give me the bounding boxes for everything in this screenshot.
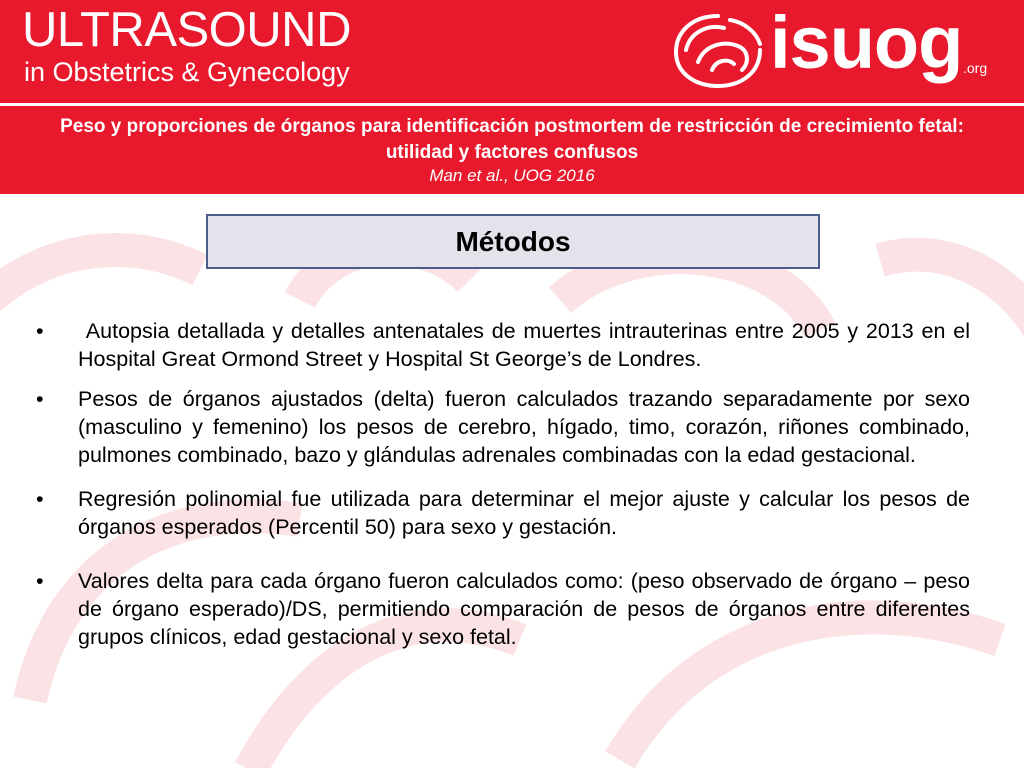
section-header-box [206, 214, 820, 269]
bullet-marker: • [36, 487, 44, 511]
bullet-item [36, 485, 970, 541]
journal-subtitle: in Obstetrics & Gynecology [24, 57, 350, 87]
bullet-text: Regresión polinomial fue utilizada para determinar el mejor ajuste y calcular los pesos de órganos esperados (Percentil 50) para sexo y gestación. [78, 487, 970, 539]
isuog-logo-icon [672, 10, 764, 90]
bullet-text: Pesos de órganos ajustados (delta) fueron calculados trazando separadamente por sexo (masculino y femenino) los pesos de cerebro, hígado, timo, corazón, riñones combinado, pulmones combinado, bazo y glándulas adrenales combinadas con la edad gestacional. [78, 387, 970, 467]
bullet-item [36, 317, 976, 373]
bullet-item [36, 385, 970, 469]
paper-title: Peso y proporciones de órganos para identificación postmortem de restricción de crecimiento fetal: utilidad y factores confusos [60, 116, 964, 163]
methods-bullet-list [36, 317, 976, 651]
bullet-text: Autopsia detallada y detalles antenatales de muertes intrauterinas entre 2005 y 2013 en el Hospital Great Ormond Street y Hospital St George’s de Londres. [78, 319, 976, 371]
isuog-wordmark: isuog [770, 1, 963, 84]
journal-title: ULTRASOUND [22, 3, 351, 57]
bullet-marker: • [36, 569, 44, 593]
bullet-marker: • [36, 319, 44, 343]
section-title: Métodos [455, 225, 571, 257]
bullet-item [36, 567, 970, 651]
journal-banner [0, 0, 1024, 103]
paper-title-band [0, 106, 1024, 194]
isuog-domain-suffix: .org [963, 60, 988, 76]
bullet-marker: • [36, 387, 44, 411]
paper-citation: Man et al., UOG 2016 [429, 166, 595, 185]
bullet-text: Valores delta para cada órgano fueron calculados como: (peso observado de órgano – peso de órgano esperado)/DS, permitiendo comparación de pesos de órganos entre diferentes grupos clínicos, edad gestacional y sexo fetal. [78, 569, 970, 649]
